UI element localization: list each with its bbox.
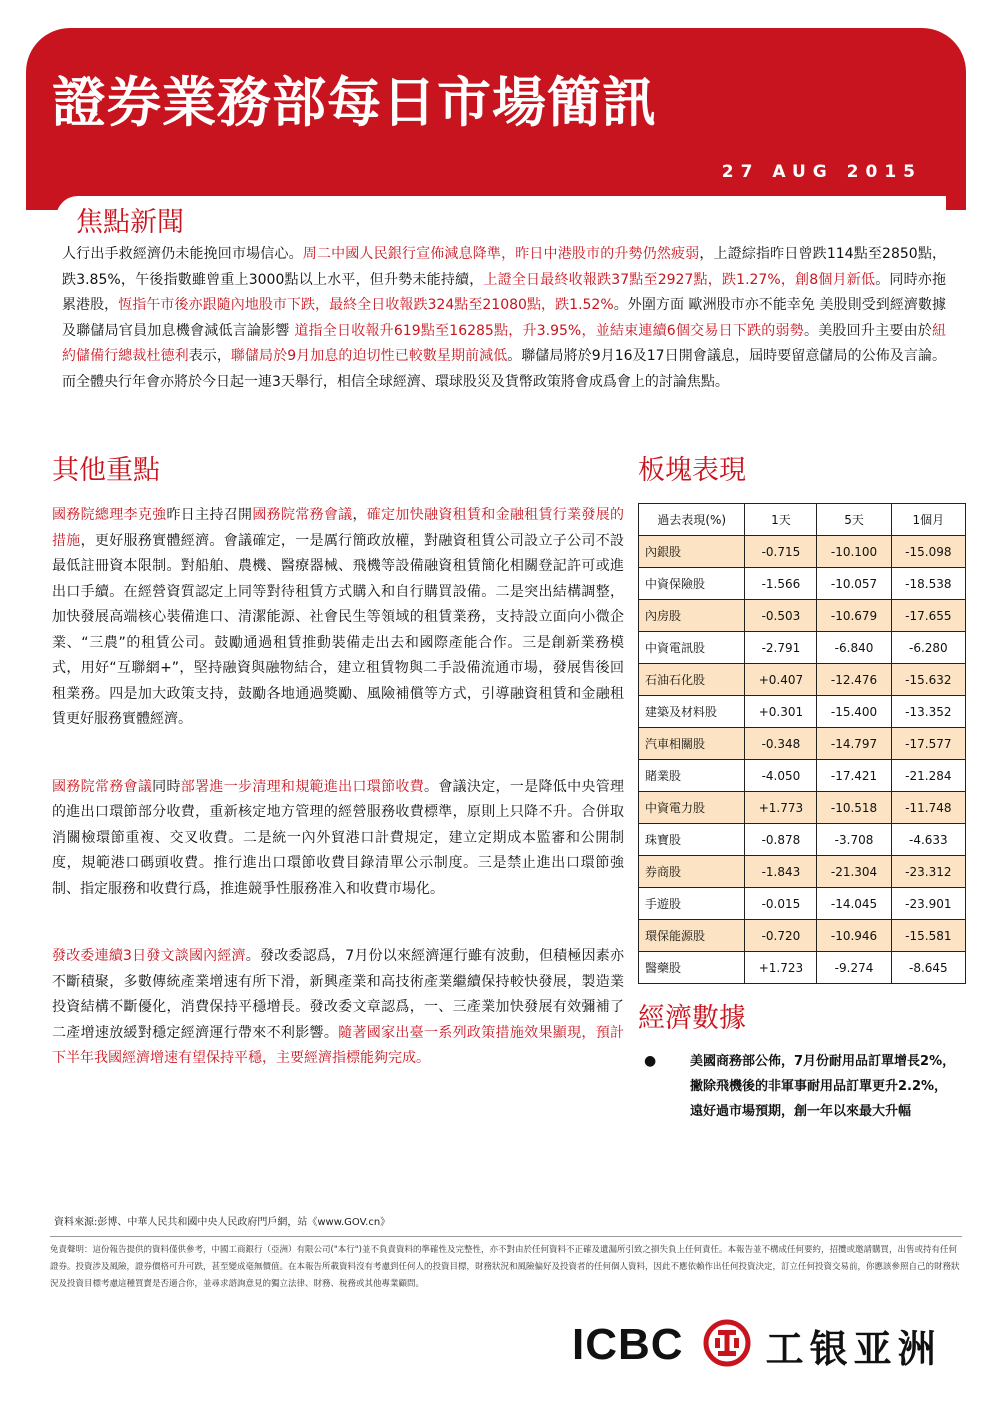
five-day-cell: -6.840 xyxy=(817,632,891,664)
one-month-cell: -8.645 xyxy=(891,952,965,984)
one-day-cell: -1.843 xyxy=(745,856,817,888)
focus-news-title: 焦點新聞 xyxy=(76,207,184,238)
highlighted-text: 國務院常務會議 xyxy=(52,778,153,795)
news-paragraph xyxy=(52,775,624,903)
sector-name-cell: 汽車相關股 xyxy=(639,728,745,760)
sector-performance-table xyxy=(638,503,966,984)
table-row xyxy=(639,568,966,600)
highlighted-text: 國務院常務會議 xyxy=(252,507,353,523)
column-header: 5天 xyxy=(817,504,891,536)
one-month-cell: -15.098 xyxy=(891,536,965,568)
column-header: 過去表現(%) xyxy=(639,504,745,536)
one-day-cell: +1.773 xyxy=(745,792,817,824)
sector-name-cell: 醫藥股 xyxy=(639,952,745,984)
body-text: 。發改委認爲，7月份以來經濟運行雖有波動，但積極因素亦不斷積聚，多數傳統產業增速有所下滑，新興產業和高技術產業繼續保持較快發展，製造業投資結構不斷優化，消費保持平穩增長。發改委文章認爲，一、三產業加快發展有效彌補了二產增速放緩對穩定經濟運行帶來不利影響。 xyxy=(52,948,624,1041)
one-month-cell: -11.748 xyxy=(891,792,965,824)
five-day-cell: -10.100 xyxy=(817,536,891,568)
logo-text-en: ICBC xyxy=(572,1320,684,1369)
body-text: 人行出手救經濟仍未能挽回市場信心。 xyxy=(62,246,303,262)
highlighted-text: 確定加快融資租賃和金融租賃行業發展的措施 xyxy=(52,507,625,549)
sector-name-cell: 石油石化股 xyxy=(639,664,745,696)
body-text: 。同時亦拖累港股， xyxy=(62,271,947,313)
body-text: ，上證綜指昨日曾跌114點至2850點，跌3.85%，午後指數雖曾重上3000點以上水平，但升勢未能持續， xyxy=(62,246,946,288)
one-day-cell: +0.301 xyxy=(745,696,817,728)
highlighted-text: 道指全日收報升619點至16285點，升3.95%，並結束連續6個交易日下跌的弱勢 xyxy=(294,322,804,339)
highlighted-text: 隨著國家出臺一系列政策措施效果顯現，預計下半年我國經濟增速有望保持平穩，主要經濟指標能夠完成。 xyxy=(52,1024,625,1066)
five-day-cell: -10.518 xyxy=(817,792,891,824)
economic-data-text: 美國商務部公佈，7月份耐用品訂單增長2%，撇除飛機後的非軍事耐用品訂單更升2.2%，遠好過市場預期，創一年以來最大升幅 xyxy=(690,1054,956,1119)
table-row xyxy=(639,952,966,984)
body-text: ，更好服務實體經濟。會議確定，一是厲行簡政放權，對融資租賃公司設立子公司不設最低註冊資本限制。對船舶、農機、醫療器械、飛機等設備融資租賃簡化相關登記許可或進出口手續。在經營資質認定上同等對待租賃方式購入和自行購買設備。二是突出結構調整，加快發展高端核心裝備進口、清潔能源、社會民生等領域的租賃業務，支持設立面向小微企業、“三農”的租賃公司。鼓勵通過租賃推動裝備走出去和國際產能合作。三是創新業務模式，用好“互聯網+”，堅持融資與融物結合，建立租賃物與二手設備流通市場，發展售後回租業務。四是加大政策支持，鼓勵各地通過獎勵、風險補償等方式，引導融資租賃和金融租賃更好服務實體經濟。 xyxy=(52,532,625,727)
sector-name-cell: 中資電力股 xyxy=(639,792,745,824)
table-row xyxy=(639,728,966,760)
one-month-cell: -15.581 xyxy=(891,920,965,952)
table-row xyxy=(639,632,966,664)
body-text: 。美股回升主要由於 xyxy=(803,322,933,339)
five-day-cell: -14.045 xyxy=(817,888,891,920)
sector-name-cell: 內房股 xyxy=(639,600,745,632)
five-day-cell: -3.708 xyxy=(817,824,891,856)
one-day-cell: +1.723 xyxy=(745,952,817,984)
table-row xyxy=(639,888,966,920)
sector-name-cell: 中資電訊股 xyxy=(639,632,745,664)
one-month-cell: -13.352 xyxy=(891,696,965,728)
table-row xyxy=(639,600,966,632)
five-day-cell: -9.274 xyxy=(817,952,891,984)
table-row xyxy=(639,856,966,888)
five-day-cell: -10.057 xyxy=(817,568,891,600)
one-month-cell: -4.633 xyxy=(891,824,965,856)
table-row xyxy=(639,536,966,568)
logo-text-cn: 工银亚洲 xyxy=(765,1326,942,1371)
body-text: 。外圍方面 歐洲股市亦不能幸免 美股則受到經濟數據及聯儲局官員加息機會減低言論影響 xyxy=(62,297,947,339)
one-day-cell: -2.791 xyxy=(745,632,817,664)
five-day-cell: -15.400 xyxy=(817,696,891,728)
highlighted-text: 恆指午市後亦跟隨內地股市下跌，最終全日收報跌324點至21080點，跌1.52% xyxy=(118,297,614,313)
body-text: 。聯儲局將於9月16及17日開會議息，屆時要留意儲局的公佈及言論。而全體央行年會亦將於今日起一連3天舉行，相信全球經濟、環球股災及貨幣政策將會成爲會上的討論焦點。 xyxy=(62,348,947,390)
sector-name-cell: 券商股 xyxy=(639,856,745,888)
economic-data-title: 經濟數據 xyxy=(638,1003,746,1034)
disclaimer-text: 免責聲明：這份報告提供的資料僅供參考，中國工商銀行（亞洲）有限公司("本行")並不負責資料的準確性及完整性，亦不對由於任何資料不正確及遺漏所引致之損失負上任何責任。本報告並不構成任何要約，招攬或邀請購買，出售或持有任何證券。投資涉及風險，證券價格可升可跌，甚至變成毫無價值。在本報告所載資料沒有考慮到任何人的投資目標，財務狀況和風險偏好及投資者的任何個人資料，因此不應依賴作出任何投資決定，訂立任何投資交易前，你應該參照自己的財務狀況及投資目標考慮這種買賣是否適合你，並尋求諮詢意見的獨立法律、財務、稅務或其他專業顧問。 xyxy=(50,1245,960,1289)
other-highlights-section xyxy=(52,448,624,1114)
column-header: 1天 xyxy=(745,504,817,536)
other-highlights-body xyxy=(52,503,624,1072)
right-column xyxy=(638,448,966,1124)
other-highlights-title: 其他重點 xyxy=(52,455,160,486)
body-text: ， xyxy=(352,507,367,523)
one-month-cell: -23.901 xyxy=(891,888,965,920)
one-month-cell: -21.284 xyxy=(891,760,965,792)
body-text: 。會議決定，一是降低中央管理的進出口環節部分收費，重新核定地方管理的經營服務收費標準，原則上只降不升。合併取消關檢環節重複、交叉收費。二是統一內外貿港口計費規定，建立定期成本監審和公開制度，規範港口碼頭收費。推行進出口環節收費目錄清單公示制度。三是禁止進出口環節強制、指定服務和收費行爲，推進競爭性服務准入和收費市場化。 xyxy=(52,778,625,897)
sector-name-cell: 手遊股 xyxy=(639,888,745,920)
economic-data-item xyxy=(638,1049,966,1124)
one-month-cell: -17.655 xyxy=(891,600,965,632)
focus-news-body xyxy=(62,242,946,395)
one-month-cell: -17.577 xyxy=(891,728,965,760)
highlighted-text: 紐約儲備行總裁杜德利 xyxy=(62,322,947,364)
report-date: 27 AUG 2015 xyxy=(721,162,922,182)
sector-name-cell: 環保能源股 xyxy=(639,920,745,952)
sector-name-cell: 賭業股 xyxy=(639,760,745,792)
five-day-cell: -12.476 xyxy=(817,664,891,696)
five-day-cell: -17.421 xyxy=(817,760,891,792)
table-row xyxy=(639,760,966,792)
five-day-cell: -10.679 xyxy=(817,600,891,632)
one-month-cell: -23.312 xyxy=(891,856,965,888)
sector-name-cell: 珠寶股 xyxy=(639,824,745,856)
one-day-cell: -0.015 xyxy=(745,888,817,920)
body-text: 表示， xyxy=(188,348,231,364)
table-row xyxy=(639,920,966,952)
highlighted-text: 部署進一步清理和規範進出口環節收費 xyxy=(180,778,425,795)
highlighted-text: 發改委連續3日發文談國內經濟 xyxy=(52,948,246,964)
footer-divider xyxy=(50,1236,962,1237)
sector-name-cell: 中資保險股 xyxy=(639,568,745,600)
one-day-cell: +0.407 xyxy=(745,664,817,696)
highlighted-text: 聯儲局於9月加息的迫切性已較數星期前減低 xyxy=(230,348,508,364)
one-month-cell: -6.280 xyxy=(891,632,965,664)
column-header: 1個月 xyxy=(891,504,965,536)
table-row xyxy=(639,664,966,696)
one-day-cell: -0.878 xyxy=(745,824,817,856)
highlighted-text: 周二中國人民銀行宣佈減息降準，昨日中港股市的升勢仍然疲弱 xyxy=(302,246,700,262)
table-header-row xyxy=(639,504,966,536)
one-day-cell: -1.566 xyxy=(745,568,817,600)
news-paragraph xyxy=(52,503,624,733)
one-day-cell: -0.348 xyxy=(745,728,817,760)
one-day-cell: -4.050 xyxy=(745,760,817,792)
page-title: 證券業務部每日市場簡訊 xyxy=(52,70,657,134)
body-text: 同時 xyxy=(152,778,181,795)
one-month-cell: -18.538 xyxy=(891,568,965,600)
body-text: 昨日主持召開 xyxy=(166,507,253,523)
table-row xyxy=(639,792,966,824)
table-row xyxy=(639,696,966,728)
bullet-icon: ● xyxy=(644,1053,657,1069)
five-day-cell: -14.797 xyxy=(817,728,891,760)
one-day-cell: -0.715 xyxy=(745,536,817,568)
icbc-logo xyxy=(572,1318,942,1372)
sector-name-cell: 建築及材料股 xyxy=(639,696,745,728)
focus-news-section xyxy=(56,196,946,428)
news-paragraph xyxy=(52,944,624,1072)
one-month-cell: -15.632 xyxy=(891,664,965,696)
highlighted-text: 上證全日最終收報跌37點至2927點，跌1.27%，創8個月新低 xyxy=(483,271,876,288)
one-day-cell: -0.503 xyxy=(745,600,817,632)
sector-performance-title: 板塊表現 xyxy=(638,455,746,486)
five-day-cell: -21.304 xyxy=(817,856,891,888)
five-day-cell: -10.946 xyxy=(817,920,891,952)
icbc-emblem-icon xyxy=(702,1318,752,1372)
sector-name-cell: 內銀股 xyxy=(639,536,745,568)
table-row xyxy=(639,824,966,856)
one-day-cell: -0.720 xyxy=(745,920,817,952)
data-source-note: 資料來源:彭博、中華人民共和國中央人民政府門戶網，站《www.GOV.cn》 xyxy=(54,1217,391,1228)
header-banner xyxy=(26,28,966,210)
highlighted-text: 國務院總理李克強 xyxy=(52,507,167,523)
